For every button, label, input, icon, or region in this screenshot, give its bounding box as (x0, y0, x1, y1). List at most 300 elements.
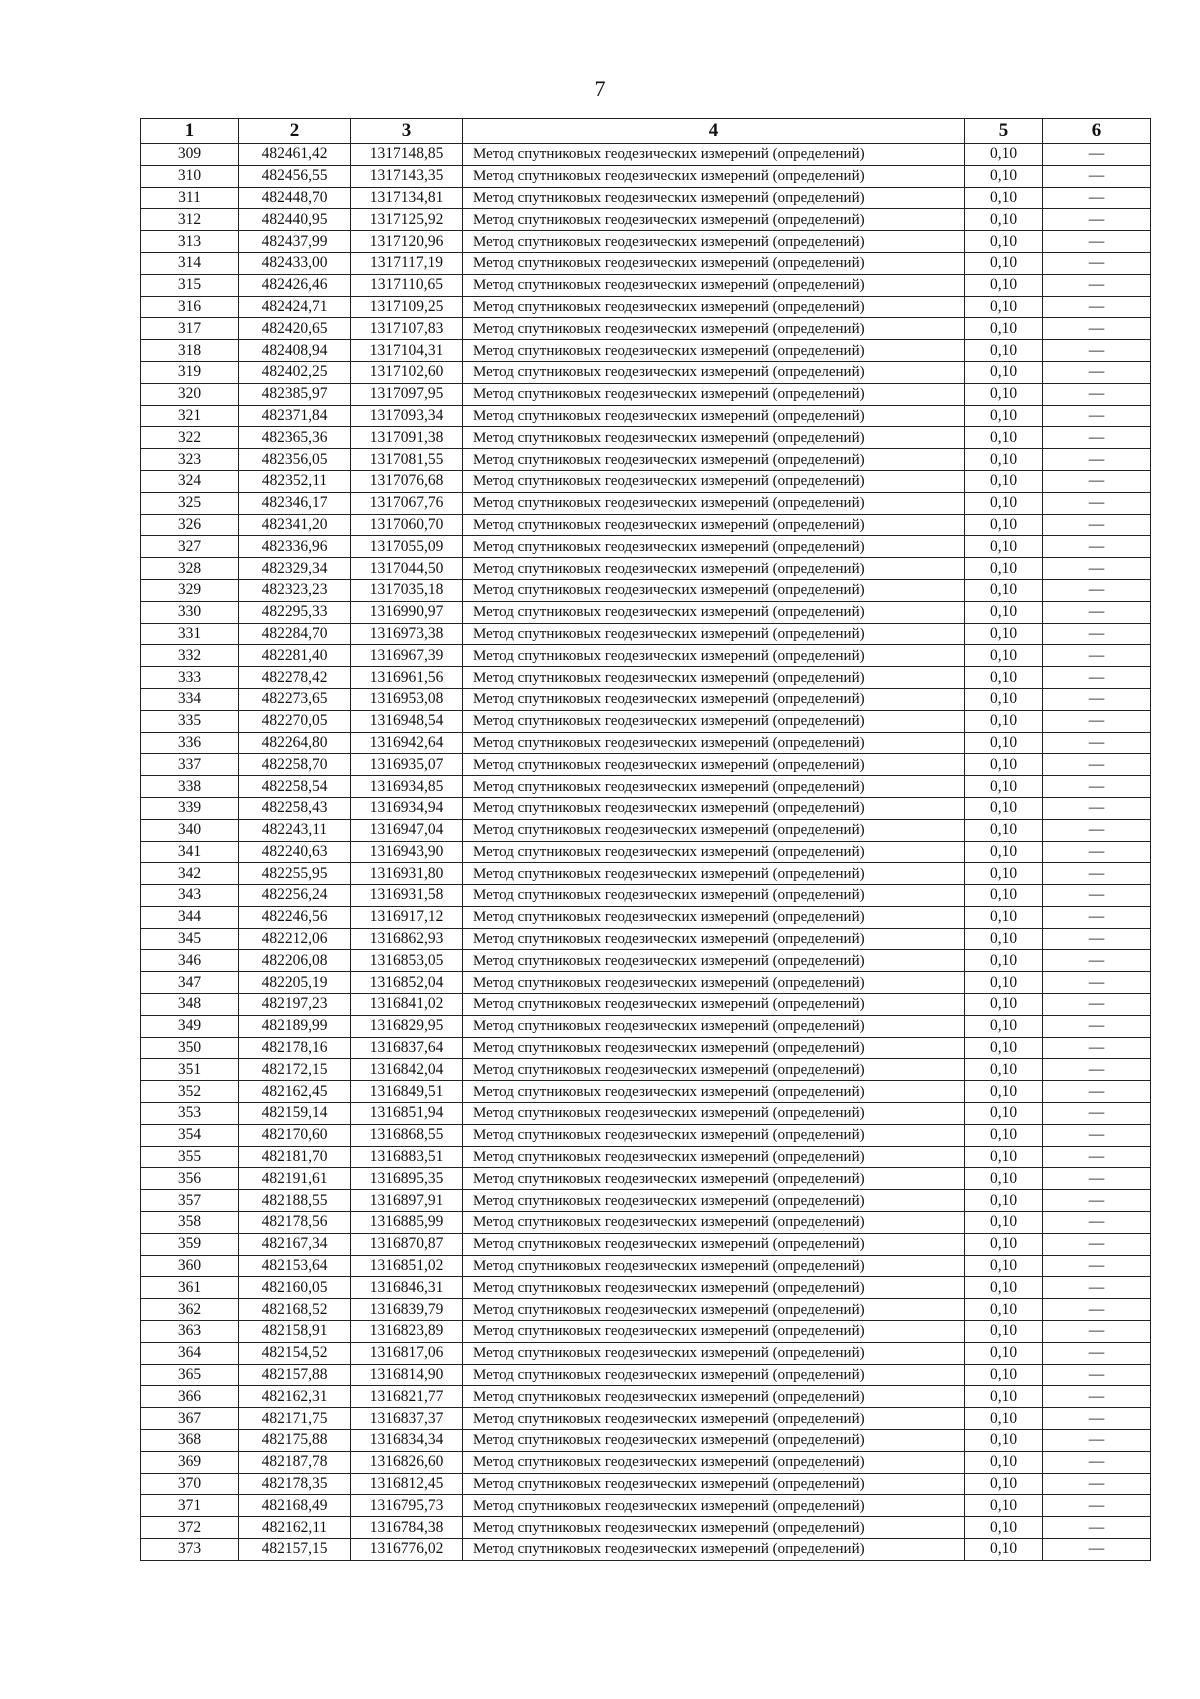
x-coordinate-cell: 482448,70 (239, 187, 351, 209)
y-coordinate-cell: 1316931,80 (351, 863, 463, 885)
table-row (141, 1539, 1151, 1561)
method-cell: Метод спутниковых геодезических измерений (определений) (463, 1386, 965, 1408)
note-cell: — (1043, 1386, 1151, 1408)
x-coordinate-cell: 482171,75 (239, 1408, 351, 1430)
table-row (141, 776, 1151, 798)
x-coordinate-cell: 482258,43 (239, 797, 351, 819)
accuracy-cell: 0,10 (965, 383, 1043, 405)
accuracy-cell: 0,10 (965, 950, 1043, 972)
table-row (141, 732, 1151, 754)
method-cell: Метод спутниковых геодезических измерений (определений) (463, 231, 965, 253)
point-number-cell: 369 (141, 1451, 239, 1473)
accuracy-cell: 0,10 (965, 732, 1043, 754)
method-cell: Метод спутниковых геодезических измерений (определений) (463, 144, 965, 166)
method-cell: Метод спутниковых геодезических измерений (определений) (463, 165, 965, 187)
y-coordinate-cell: 1317093,34 (351, 405, 463, 427)
accuracy-cell: 0,10 (965, 710, 1043, 732)
accuracy-cell: 0,10 (965, 688, 1043, 710)
method-cell: Метод спутниковых геодезических измерений (определений) (463, 405, 965, 427)
x-coordinate-cell: 482440,95 (239, 209, 351, 231)
x-coordinate-cell: 482159,14 (239, 1103, 351, 1125)
x-coordinate-cell: 482323,23 (239, 579, 351, 601)
table-row (141, 1299, 1151, 1321)
point-number-cell: 312 (141, 209, 239, 231)
note-cell: — (1043, 361, 1151, 383)
table-row (141, 601, 1151, 623)
accuracy-cell: 0,10 (965, 231, 1043, 253)
point-number-cell: 346 (141, 950, 239, 972)
point-number-cell: 372 (141, 1517, 239, 1539)
table-row (141, 296, 1151, 318)
table-row (141, 1233, 1151, 1255)
table-row (141, 1212, 1151, 1234)
point-number-cell: 322 (141, 427, 239, 449)
accuracy-cell: 0,10 (965, 1233, 1043, 1255)
method-cell: Метод спутниковых геодезических измерений (определений) (463, 1168, 965, 1190)
accuracy-cell: 0,10 (965, 1255, 1043, 1277)
method-cell: Метод спутниковых геодезических измерений (определений) (463, 1342, 965, 1364)
y-coordinate-cell: 1316817,06 (351, 1342, 463, 1364)
point-number-cell: 349 (141, 1015, 239, 1037)
x-coordinate-cell: 482157,88 (239, 1364, 351, 1386)
point-number-cell: 321 (141, 405, 239, 427)
y-coordinate-cell: 1316961,56 (351, 667, 463, 689)
x-coordinate-cell: 482240,63 (239, 841, 351, 863)
x-coordinate-cell: 482181,70 (239, 1146, 351, 1168)
y-coordinate-cell: 1316931,58 (351, 885, 463, 907)
accuracy-cell: 0,10 (965, 1386, 1043, 1408)
y-coordinate-cell: 1317109,25 (351, 296, 463, 318)
x-coordinate-cell: 482433,00 (239, 252, 351, 274)
table-row (141, 558, 1151, 580)
accuracy-cell: 0,10 (965, 601, 1043, 623)
accuracy-cell: 0,10 (965, 492, 1043, 514)
method-cell: Метод спутниковых геодезических измерений (определений) (463, 187, 965, 209)
y-coordinate-cell: 1316851,94 (351, 1103, 463, 1125)
x-coordinate-cell: 482187,78 (239, 1451, 351, 1473)
x-coordinate-cell: 482256,24 (239, 885, 351, 907)
x-coordinate-cell: 482212,06 (239, 928, 351, 950)
table-row (141, 274, 1151, 296)
x-coordinate-cell: 482243,11 (239, 819, 351, 841)
point-number-cell: 370 (141, 1473, 239, 1495)
x-coordinate-cell: 482281,40 (239, 645, 351, 667)
method-cell: Метод спутниковых геодезических измерений (определений) (463, 710, 965, 732)
table-row (141, 645, 1151, 667)
note-cell: — (1043, 1124, 1151, 1146)
y-coordinate-cell: 1317091,38 (351, 427, 463, 449)
point-number-cell: 319 (141, 361, 239, 383)
x-coordinate-cell: 482258,70 (239, 754, 351, 776)
accuracy-cell: 0,10 (965, 1321, 1043, 1343)
accuracy-cell: 0,10 (965, 906, 1043, 928)
note-cell: — (1043, 1037, 1151, 1059)
note-cell: — (1043, 492, 1151, 514)
y-coordinate-cell: 1317120,96 (351, 231, 463, 253)
method-cell: Метод спутниковых геодезических измерений (определений) (463, 601, 965, 623)
x-coordinate-cell: 482420,65 (239, 318, 351, 340)
note-cell: — (1043, 231, 1151, 253)
table-row (141, 165, 1151, 187)
x-coordinate-cell: 482258,54 (239, 776, 351, 798)
accuracy-cell: 0,10 (965, 841, 1043, 863)
table-row (141, 841, 1151, 863)
method-cell: Метод спутниковых геодезических измерений (определений) (463, 776, 965, 798)
note-cell: — (1043, 165, 1151, 187)
y-coordinate-cell: 1317110,65 (351, 274, 463, 296)
accuracy-cell: 0,10 (965, 514, 1043, 536)
y-coordinate-cell: 1317134,81 (351, 187, 463, 209)
y-coordinate-cell: 1316862,93 (351, 928, 463, 950)
x-coordinate-cell: 482206,08 (239, 950, 351, 972)
point-number-cell: 352 (141, 1081, 239, 1103)
y-coordinate-cell: 1317148,85 (351, 144, 463, 166)
y-coordinate-cell: 1317081,55 (351, 449, 463, 471)
note-cell: — (1043, 383, 1151, 405)
point-number-cell: 313 (141, 231, 239, 253)
accuracy-cell: 0,10 (965, 187, 1043, 209)
note-cell: — (1043, 601, 1151, 623)
method-cell: Метод спутниковых геодезических измерений (определений) (463, 950, 965, 972)
note-cell: — (1043, 1495, 1151, 1517)
note-cell: — (1043, 296, 1151, 318)
x-coordinate-cell: 482336,96 (239, 536, 351, 558)
note-cell: — (1043, 1233, 1151, 1255)
point-number-cell: 314 (141, 252, 239, 274)
method-cell: Метод спутниковых геодезических измерений (определений) (463, 470, 965, 492)
x-coordinate-cell: 482170,60 (239, 1124, 351, 1146)
point-number-cell: 334 (141, 688, 239, 710)
note-cell: — (1043, 710, 1151, 732)
note-cell: — (1043, 274, 1151, 296)
x-coordinate-cell: 482154,52 (239, 1342, 351, 1364)
y-coordinate-cell: 1316883,51 (351, 1146, 463, 1168)
column-header: 5 (965, 119, 1043, 144)
table-row (141, 1408, 1151, 1430)
accuracy-cell: 0,10 (965, 1190, 1043, 1212)
x-coordinate-cell: 482175,88 (239, 1430, 351, 1452)
table-row (141, 1451, 1151, 1473)
accuracy-cell: 0,10 (965, 1015, 1043, 1037)
note-cell: — (1043, 340, 1151, 362)
accuracy-cell: 0,10 (965, 405, 1043, 427)
note-cell: — (1043, 1342, 1151, 1364)
x-coordinate-cell: 482191,61 (239, 1168, 351, 1190)
table-row (141, 252, 1151, 274)
note-cell: — (1043, 144, 1151, 166)
note-cell: — (1043, 427, 1151, 449)
method-cell: Метод спутниковых геодезических измерений (определений) (463, 994, 965, 1016)
accuracy-cell: 0,10 (965, 1495, 1043, 1517)
x-coordinate-cell: 482424,71 (239, 296, 351, 318)
point-number-cell: 325 (141, 492, 239, 514)
x-coordinate-cell: 482178,56 (239, 1212, 351, 1234)
note-cell: — (1043, 1473, 1151, 1495)
note-cell: — (1043, 950, 1151, 972)
note-cell: — (1043, 906, 1151, 928)
point-number-cell: 324 (141, 470, 239, 492)
table-row (141, 1277, 1151, 1299)
x-coordinate-cell: 482408,94 (239, 340, 351, 362)
y-coordinate-cell: 1316943,90 (351, 841, 463, 863)
y-coordinate-cell: 1316942,64 (351, 732, 463, 754)
point-number-cell: 323 (141, 449, 239, 471)
table-row (141, 950, 1151, 972)
accuracy-cell: 0,10 (965, 928, 1043, 950)
point-number-cell: 362 (141, 1299, 239, 1321)
method-cell: Метод спутниковых геодезических измерений (определений) (463, 1015, 965, 1037)
method-cell: Метод спутниковых геодезических измерений (определений) (463, 1408, 965, 1430)
note-cell: — (1043, 994, 1151, 1016)
point-number-cell: 344 (141, 906, 239, 928)
y-coordinate-cell: 1316897,91 (351, 1190, 463, 1212)
x-coordinate-cell: 482278,42 (239, 667, 351, 689)
table-row (141, 405, 1151, 427)
point-number-cell: 347 (141, 972, 239, 994)
note-cell: — (1043, 1168, 1151, 1190)
method-cell: Метод спутниковых геодезических измерений (определений) (463, 383, 965, 405)
method-cell: Метод спутниковых геодезических измерений (определений) (463, 449, 965, 471)
point-number-cell: 353 (141, 1103, 239, 1125)
method-cell: Метод спутниковых геодезических измерений (определений) (463, 906, 965, 928)
page-number: 7 (594, 76, 606, 101)
accuracy-cell: 0,10 (965, 165, 1043, 187)
table-row (141, 623, 1151, 645)
x-coordinate-cell: 482162,11 (239, 1517, 351, 1539)
table-row (141, 187, 1151, 209)
method-cell: Метод спутниковых геодезических измерений (определений) (463, 252, 965, 274)
y-coordinate-cell: 1316853,05 (351, 950, 463, 972)
table-row (141, 994, 1151, 1016)
method-cell: Метод спутниковых геодезических измерений (определений) (463, 1364, 965, 1386)
note-cell: — (1043, 1081, 1151, 1103)
table-row (141, 710, 1151, 732)
table-row (141, 1190, 1151, 1212)
y-coordinate-cell: 1317107,83 (351, 318, 463, 340)
note-cell: — (1043, 1430, 1151, 1452)
method-cell: Метод спутниковых геодезических измерений (определений) (463, 1473, 965, 1495)
note-cell: — (1043, 1190, 1151, 1212)
point-number-cell: 357 (141, 1190, 239, 1212)
table-row (141, 427, 1151, 449)
table-header-row (141, 119, 1151, 144)
accuracy-cell: 0,10 (965, 1146, 1043, 1168)
point-number-cell: 317 (141, 318, 239, 340)
table-row (141, 144, 1151, 166)
x-coordinate-cell: 482158,91 (239, 1321, 351, 1343)
point-number-cell: 329 (141, 579, 239, 601)
table-row (141, 819, 1151, 841)
method-cell: Метод спутниковых геодезических измерений (определений) (463, 1539, 965, 1561)
x-coordinate-cell: 482264,80 (239, 732, 351, 754)
accuracy-cell: 0,10 (965, 252, 1043, 274)
point-number-cell: 316 (141, 296, 239, 318)
note-cell: — (1043, 1408, 1151, 1430)
method-cell: Метод спутниковых геодезических измерений (определений) (463, 427, 965, 449)
method-cell: Метод спутниковых геодезических измерений (определений) (463, 1299, 965, 1321)
y-coordinate-cell: 1316917,12 (351, 906, 463, 928)
y-coordinate-cell: 1316895,35 (351, 1168, 463, 1190)
x-coordinate-cell: 482246,56 (239, 906, 351, 928)
y-coordinate-cell: 1316814,90 (351, 1364, 463, 1386)
accuracy-cell: 0,10 (965, 1299, 1043, 1321)
y-coordinate-cell: 1317143,35 (351, 165, 463, 187)
table-row (141, 492, 1151, 514)
accuracy-cell: 0,10 (965, 1342, 1043, 1364)
note-cell: — (1043, 1277, 1151, 1299)
table-row (141, 863, 1151, 885)
method-cell: Метод спутниковых геодезических измерений (определений) (463, 318, 965, 340)
y-coordinate-cell: 1316823,89 (351, 1321, 463, 1343)
point-number-cell: 354 (141, 1124, 239, 1146)
accuracy-cell: 0,10 (965, 1212, 1043, 1234)
x-coordinate-cell: 482153,64 (239, 1255, 351, 1277)
note-cell: — (1043, 187, 1151, 209)
x-coordinate-cell: 482437,99 (239, 231, 351, 253)
method-cell: Метод спутниковых геодезических измерений (определений) (463, 1517, 965, 1539)
note-cell: — (1043, 1146, 1151, 1168)
accuracy-cell: 0,10 (965, 667, 1043, 689)
point-number-cell: 341 (141, 841, 239, 863)
method-cell: Метод спутниковых геодезических измерений (определений) (463, 1124, 965, 1146)
y-coordinate-cell: 1317044,50 (351, 558, 463, 580)
note-cell: — (1043, 405, 1151, 427)
x-coordinate-cell: 482365,36 (239, 427, 351, 449)
method-cell: Метод спутниковых геодезических измерений (определений) (463, 688, 965, 710)
x-coordinate-cell: 482172,15 (239, 1059, 351, 1081)
method-cell: Метод спутниковых геодезических измерений (определений) (463, 1430, 965, 1452)
table-row (141, 449, 1151, 471)
point-number-cell: 343 (141, 885, 239, 907)
x-coordinate-cell: 482273,65 (239, 688, 351, 710)
y-coordinate-cell: 1317117,19 (351, 252, 463, 274)
note-cell: — (1043, 688, 1151, 710)
y-coordinate-cell: 1316829,95 (351, 1015, 463, 1037)
accuracy-cell: 0,10 (965, 797, 1043, 819)
point-number-cell: 311 (141, 187, 239, 209)
table-row (141, 1342, 1151, 1364)
point-number-cell: 309 (141, 144, 239, 166)
y-coordinate-cell: 1316776,02 (351, 1539, 463, 1561)
table-row (141, 1255, 1151, 1277)
y-coordinate-cell: 1317060,70 (351, 514, 463, 536)
point-number-cell: 368 (141, 1430, 239, 1452)
point-number-cell: 337 (141, 754, 239, 776)
note-cell: — (1043, 1539, 1151, 1561)
y-coordinate-cell: 1316868,55 (351, 1124, 463, 1146)
note-cell: — (1043, 1103, 1151, 1125)
accuracy-cell: 0,10 (965, 449, 1043, 471)
table-row (141, 383, 1151, 405)
note-cell: — (1043, 972, 1151, 994)
accuracy-cell: 0,10 (965, 1103, 1043, 1125)
accuracy-cell: 0,10 (965, 1517, 1043, 1539)
table-row (141, 361, 1151, 383)
y-coordinate-cell: 1316973,38 (351, 623, 463, 645)
point-number-cell: 361 (141, 1277, 239, 1299)
accuracy-cell: 0,10 (965, 1364, 1043, 1386)
y-coordinate-cell: 1316870,87 (351, 1233, 463, 1255)
method-cell: Метод спутниковых геодезических измерений (определений) (463, 1081, 965, 1103)
point-number-cell: 326 (141, 514, 239, 536)
x-coordinate-cell: 482168,52 (239, 1299, 351, 1321)
point-number-cell: 365 (141, 1364, 239, 1386)
note-cell: — (1043, 776, 1151, 798)
note-cell: — (1043, 885, 1151, 907)
method-cell: Метод спутниковых геодезических измерений (определений) (463, 209, 965, 231)
note-cell: — (1043, 623, 1151, 645)
x-coordinate-cell: 482371,84 (239, 405, 351, 427)
note-cell: — (1043, 209, 1151, 231)
table-row (141, 579, 1151, 601)
note-cell: — (1043, 449, 1151, 471)
y-coordinate-cell: 1316849,51 (351, 1081, 463, 1103)
x-coordinate-cell: 482189,99 (239, 1015, 351, 1037)
point-number-cell: 355 (141, 1146, 239, 1168)
accuracy-cell: 0,10 (965, 645, 1043, 667)
accuracy-cell: 0,10 (965, 1081, 1043, 1103)
x-coordinate-cell: 482456,55 (239, 165, 351, 187)
y-coordinate-cell: 1316852,04 (351, 972, 463, 994)
method-cell: Метод спутниковых геодезических измерений (определений) (463, 1451, 965, 1473)
method-cell: Метод спутниковых геодезических измерений (определений) (463, 1103, 965, 1125)
method-cell: Метод спутниковых геодезических измерений (определений) (463, 797, 965, 819)
accuracy-cell: 0,10 (965, 623, 1043, 645)
x-coordinate-cell: 482270,05 (239, 710, 351, 732)
x-coordinate-cell: 482295,33 (239, 601, 351, 623)
table-row (141, 1495, 1151, 1517)
x-coordinate-cell: 482426,46 (239, 274, 351, 296)
x-coordinate-cell: 482160,05 (239, 1277, 351, 1299)
x-coordinate-cell: 482255,95 (239, 863, 351, 885)
x-coordinate-cell: 482168,49 (239, 1495, 351, 1517)
point-number-cell: 339 (141, 797, 239, 819)
method-cell: Метод спутниковых геодезических измерений (определений) (463, 274, 965, 296)
accuracy-cell: 0,10 (965, 863, 1043, 885)
note-cell: — (1043, 667, 1151, 689)
y-coordinate-cell: 1316947,04 (351, 819, 463, 841)
method-cell: Метод спутниковых геодезических измерений (определений) (463, 1255, 965, 1277)
note-cell: — (1043, 1451, 1151, 1473)
point-number-cell: 345 (141, 928, 239, 950)
accuracy-cell: 0,10 (965, 296, 1043, 318)
y-coordinate-cell: 1316967,39 (351, 645, 463, 667)
note-cell: — (1043, 1059, 1151, 1081)
method-cell: Метод спутниковых геодезических измерений (определений) (463, 558, 965, 580)
point-number-cell: 331 (141, 623, 239, 645)
note-cell: — (1043, 1255, 1151, 1277)
table-row (141, 885, 1151, 907)
accuracy-cell: 0,10 (965, 144, 1043, 166)
y-coordinate-cell: 1316885,99 (351, 1212, 463, 1234)
method-cell: Метод спутниковых геодезических измерений (определений) (463, 863, 965, 885)
y-coordinate-cell: 1316846,31 (351, 1277, 463, 1299)
x-coordinate-cell: 482188,55 (239, 1190, 351, 1212)
column-header: 3 (351, 119, 463, 144)
method-cell: Метод спутниковых геодезических измерений (определений) (463, 1277, 965, 1299)
y-coordinate-cell: 1316837,37 (351, 1408, 463, 1430)
y-coordinate-cell: 1316948,54 (351, 710, 463, 732)
table-row (141, 318, 1151, 340)
note-cell: — (1043, 1212, 1151, 1234)
y-coordinate-cell: 1316834,34 (351, 1430, 463, 1452)
table-row (141, 928, 1151, 950)
y-coordinate-cell: 1317125,92 (351, 209, 463, 231)
point-number-cell: 364 (141, 1342, 239, 1364)
note-cell: — (1043, 1321, 1151, 1343)
method-cell: Метод спутниковых геодезических измерений (определений) (463, 645, 965, 667)
table-row (141, 1473, 1151, 1495)
